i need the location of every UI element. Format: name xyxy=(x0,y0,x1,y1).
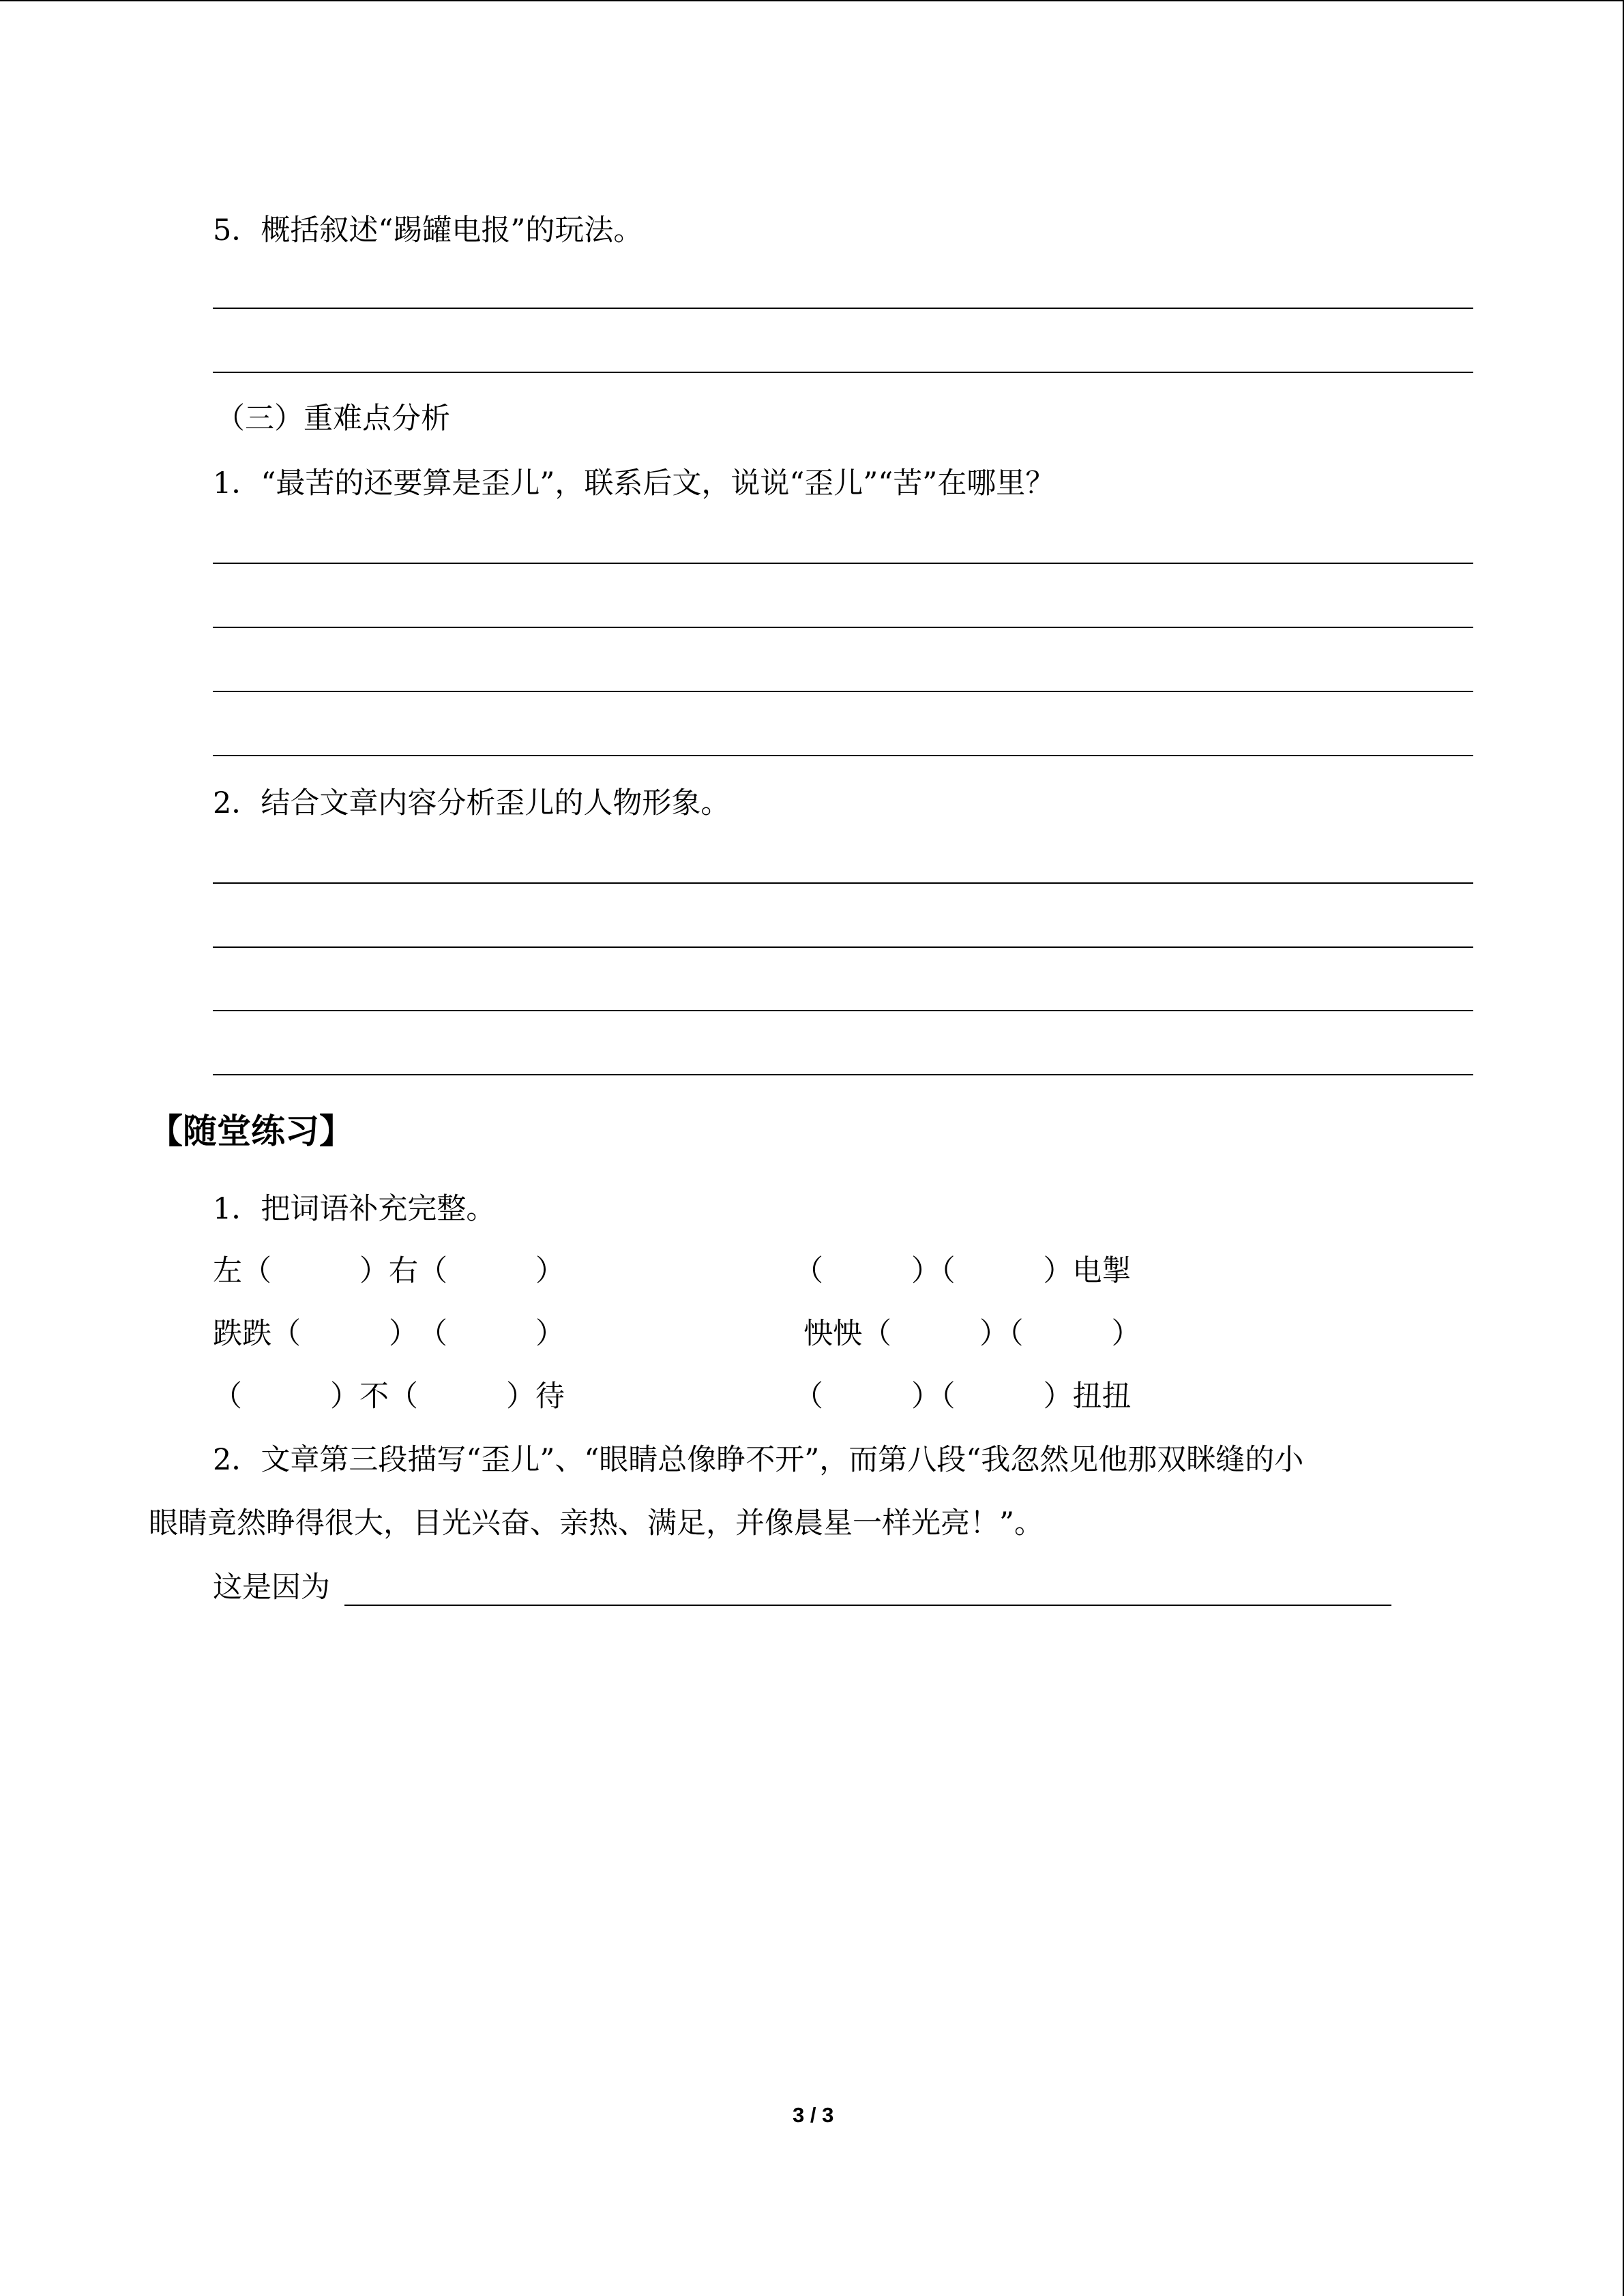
answer-line[interactable] xyxy=(213,1074,1473,1075)
question-5: 5．概括叙述“踢罐电报”的玩法。 xyxy=(213,213,643,248)
practice-heading: 【随堂练习】 xyxy=(149,1112,353,1151)
fill-item[interactable]: 跌跌（ ） （ ） xyxy=(213,1317,565,1351)
fill-item[interactable]: 左（ ）右（ ） xyxy=(213,1254,565,1288)
fill-item[interactable]: （ ）不（ ）待 xyxy=(213,1380,565,1414)
answer-line[interactable] xyxy=(213,1010,1473,1011)
fill-item[interactable]: 怏怏（ ）（ ） xyxy=(803,1317,1141,1351)
answer-prefix: 这是因为 xyxy=(213,1570,330,1605)
question-1-difficulties: 1．“最苦的还要算是歪儿”，联系后文，说说“歪儿”“苦”在哪里？ xyxy=(213,466,1055,501)
page-number: 3 / 3 xyxy=(793,2103,834,2127)
answer-line[interactable] xyxy=(213,882,1473,884)
question-2-difficulties: 2．结合文章内容分析歪儿的人物形象。 xyxy=(213,786,730,820)
fill-item[interactable]: （ ）（ ）电掣 xyxy=(794,1254,1132,1288)
section-heading-difficulties: （三）重难点分析 xyxy=(216,402,450,436)
answer-line[interactable] xyxy=(213,563,1473,564)
practice-question-1: 1．把词语补充完整。 xyxy=(213,1192,496,1226)
answer-line[interactable] xyxy=(213,691,1473,692)
answer-line[interactable] xyxy=(213,372,1473,373)
answer-line[interactable] xyxy=(213,308,1473,309)
answer-line[interactable] xyxy=(213,627,1473,628)
practice-question-2-line2: 眼睛竟然睁得很大，目光兴奋、亲热、满足，并像晨星一样光亮！”。 xyxy=(149,1506,1044,1540)
answer-line[interactable] xyxy=(344,1605,1391,1606)
fill-item[interactable]: （ ）（ ）扭扭 xyxy=(794,1380,1132,1414)
practice-question-2-line1: 2．文章第三段描写“歪儿”、“眼睛总像睁不开”，而第八段“我忽然见他那双眯缝的小 xyxy=(213,1443,1304,1477)
answer-line[interactable] xyxy=(213,946,1473,948)
answer-line[interactable] xyxy=(213,755,1473,756)
